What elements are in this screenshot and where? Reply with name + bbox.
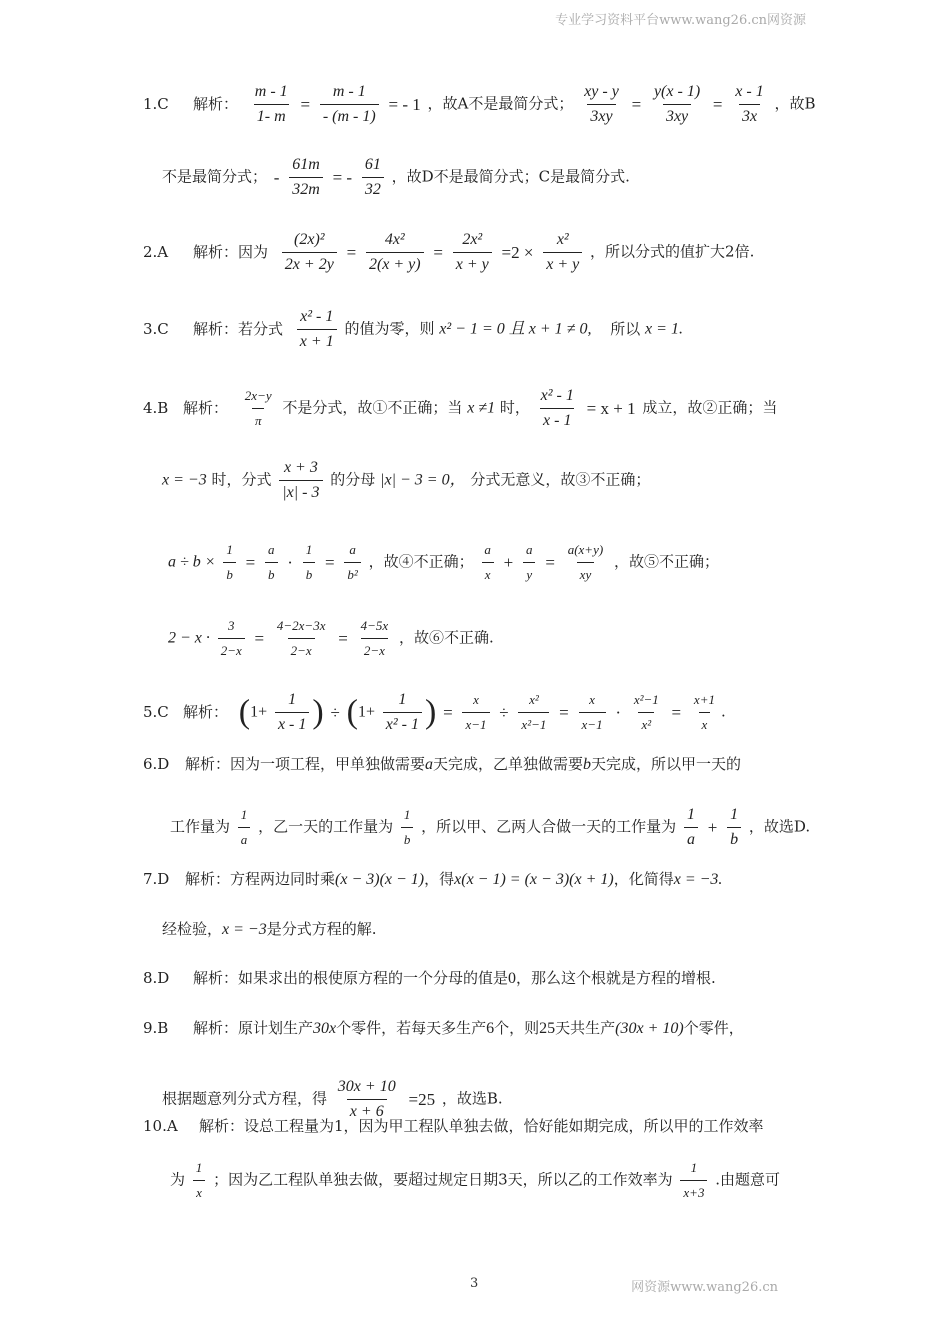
- answer-8: 8.D 解析：如果求出的根使原方程的一个分母的值是0，那么这个根就是方程的增根.: [143, 969, 716, 987]
- fraction: $\frac{1}{b}$: [303, 540, 316, 585]
- fraction: $\frac{1}{a}$: [238, 805, 251, 850]
- footer-watermark: 网资源www.wang26.cn: [631, 1280, 778, 1295]
- fraction: $\frac{2x-y}{\pi}$: [242, 386, 275, 431]
- answer-4-line-2: x = −3 时，分式 $\frac{x + 3}{|x| - 3}$ 的分母 |x| − 3 = 0， 分式无意义，故③不正确；: [162, 459, 651, 501]
- fraction: $\frac{4-2x-3x}{2-x}$: [274, 616, 329, 661]
- fraction: $\frac{61m}{32m}$: [289, 155, 323, 200]
- answer-1-line-1: 1.C 解析： $\frac{m - 1}{1- m}$ = $\frac{m - 1}{- (m - 1)}$ = - 1 ，故A不是最简分式； $\frac{xy - y}{3xy}$ = $\frac{y(x - 1)}{3xy}$ = $\frac{x - 1}{3x}$ ，故B: [143, 83, 816, 125]
- answer-4-line-1: 4.B 解析： $\frac{2x-y}{\pi}$ 不是分式，故①不正确；当 x ≠1 时， $\frac{\text{x² - 1}}{x - 1}$ = x + 1 成立，故②正确；当: [143, 387, 778, 429]
- fraction: $\frac{x + 3}{|x| - 3}$: [279, 458, 322, 503]
- fraction: $\frac{a(x+y)}{xy}$: [565, 540, 606, 585]
- fraction: $\frac{\text{x²}}{x + y}$: [543, 230, 582, 275]
- fraction: $\frac{xy - y}{3xy}$: [584, 83, 619, 125]
- fraction: $\frac{y(x - 1)}{3xy}$: [653, 83, 701, 125]
- answer-4-line-4: 2 − x · $\frac{3}{2-x}$ = $\frac{4-2x-3x}{2-x}$ = $\frac{4-5x}{2-x}$ ，故⑥不正确.: [168, 616, 494, 661]
- fraction: $\frac{\text{x²}}{\text{x²−1}}$: [518, 690, 549, 735]
- answer-6-line-2: 工作量为 $\frac{1}{a}$ ，乙一天的工作量为 $\frac{1}{b}$ ，所以甲、乙两人合做一天的工作量为 $\frac{1}{a}$ + $\frac{1}{b}$ ，故选D.: [170, 806, 811, 848]
- header-watermark: 专业学习资料平台www.wang26.cn网资源: [555, 13, 806, 28]
- fraction: $\frac{30x + 10}{x + 6}$: [337, 1078, 396, 1120]
- fraction: $\frac{3}{2-x}$: [218, 616, 245, 661]
- answer-10-line-1: 10.A 解析：设总工程量为1，因为甲工程队单独去做，恰好能如期完成，所以甲的工作效率: [143, 1117, 764, 1135]
- fraction: $\frac{m - 1}{- (m - 1)}$: [320, 82, 379, 127]
- fraction: $\frac{a}{y}$: [523, 540, 536, 585]
- fraction: $\frac{1}{\text{x² - 1}}$: [383, 690, 422, 735]
- fraction: $\frac{1}{b}$: [727, 805, 741, 850]
- fraction: $\frac{\text{(2x)²}}{2x + 2y}$: [282, 230, 337, 275]
- fraction: $\frac{1}{b}$: [223, 540, 236, 585]
- answer-2: 2.A 解析：因为 $\frac{\text{(2x)²}}{2x + 2y}$ = $\frac{\text{4x²}}{2(x + y)}$ = $\frac{\text{2x²}}{x + y}$ =2 × $\frac{\text{x²}}{x + y}$ ，所以分式的值扩大2倍.: [143, 231, 755, 273]
- fraction: $\frac{1}{x+3}$: [680, 1158, 707, 1203]
- fraction: $\frac{1}{x}$: [193, 1158, 206, 1203]
- answer-9-line-1: 9.B 解析：原计划生产30x个零件，若每天多生产6个，则25天共生产(30x + 10)个零件，: [143, 1019, 744, 1037]
- fraction: $\frac{\text{2x²}}{x + y}$: [453, 230, 492, 275]
- answer-1-line-2: 不是最简分式； - $\frac{61m}{32m}$ = - $\frac{61}{32}$ ，故D不是最简分式；C是最简分式.: [162, 156, 630, 198]
- fraction: $\frac{x+1}{x}$: [691, 690, 718, 735]
- fraction: $\frac{x}{x-1}$: [579, 690, 606, 735]
- answer-7-line-1: 7.D 解析：方程两边同时乘(x − 3)(x − 1)，得x(x − 1) = (x − 3)(x + 1)，化简得x = −3.: [143, 870, 723, 888]
- answer-6-line-1: 6.D 解析：因为一项工程，甲单独做需要a天完成，乙单独做需要b天完成，所以甲一天的: [143, 755, 742, 773]
- fraction: $\frac{a}{\text{b²}}$: [344, 540, 360, 585]
- fraction: $\frac{a}{b}$: [265, 540, 278, 585]
- fraction: $\frac{61}{32}$: [362, 155, 384, 200]
- fraction: $\frac{m - 1}{1- m}$: [254, 83, 288, 125]
- fraction: $\frac{\text{x² - 1}}{x + 1}$: [297, 307, 337, 352]
- answer-10-line-2: 为 $\frac{1}{x}$ ；因为乙工程队单独去做，要超过规定日期3天，所以乙的工作效率为 $\frac{1}{x+3}$ .由题意可: [170, 1158, 780, 1203]
- answer-3: 3.C 解析：若分式 $\frac{\text{x² - 1}}{x + 1}$ 的值为零，则 x² − 1 = 0 且 x + 1 ≠ 0, 所以 x = 1.: [143, 308, 683, 350]
- fraction: $\frac{\text{x² - 1}}{x - 1}$: [540, 387, 574, 429]
- fraction: $\frac{\text{x²−1}}{\text{x²}}$: [631, 690, 662, 735]
- fraction: $\frac{1}{a}$: [684, 805, 698, 850]
- answer-5: 5.C 解析： (1+ $\frac{1}{x - 1}$ ) ÷ (1+ $\frac{1}{\text{x² - 1}}$ ) = $\frac{x}{x-1}$ ÷ $\frac{\text{x²}}{\text{x²−1}}$ = $\frac{x}{x-1}$ · $\frac{\text{x²−1}}{\text{x²}}$ = $\frac{x+1}{x}$ .: [143, 691, 726, 733]
- fraction: $\frac{1}{b}$: [401, 805, 414, 850]
- page-number: 3: [470, 1276, 479, 1291]
- fraction: $\frac{4-5x}{2-x}$: [358, 616, 392, 661]
- answer-9-line-2: 根据题意列分式方程，得 $\frac{30x + 10}{x + 6}$ =25 ，故选B.: [162, 1078, 503, 1120]
- fraction: $\frac{x - 1}{3x}$: [735, 83, 764, 125]
- fraction: $\frac{a}{x}$: [481, 540, 494, 585]
- answer-7-line-2: 经检验，x = −3是分式方程的解.: [162, 920, 377, 938]
- answer-4-line-3: a ÷ b × $\frac{1}{b}$ = $\frac{a}{b}$ · $\frac{1}{b}$ = $\frac{a}{\text{b²}}$ ，故④不正确； $\frac{a}{x}$ + $\frac{a}{y}$ = $\frac{a(x+y)}{xy}$ ，故⑤不正确；: [168, 540, 719, 585]
- fraction: $\frac{\text{4x²}}{2(x + y)}$: [366, 230, 424, 275]
- fraction: $\frac{1}{x - 1}$: [275, 690, 309, 735]
- fraction: $\frac{x}{x-1}$: [462, 690, 489, 735]
